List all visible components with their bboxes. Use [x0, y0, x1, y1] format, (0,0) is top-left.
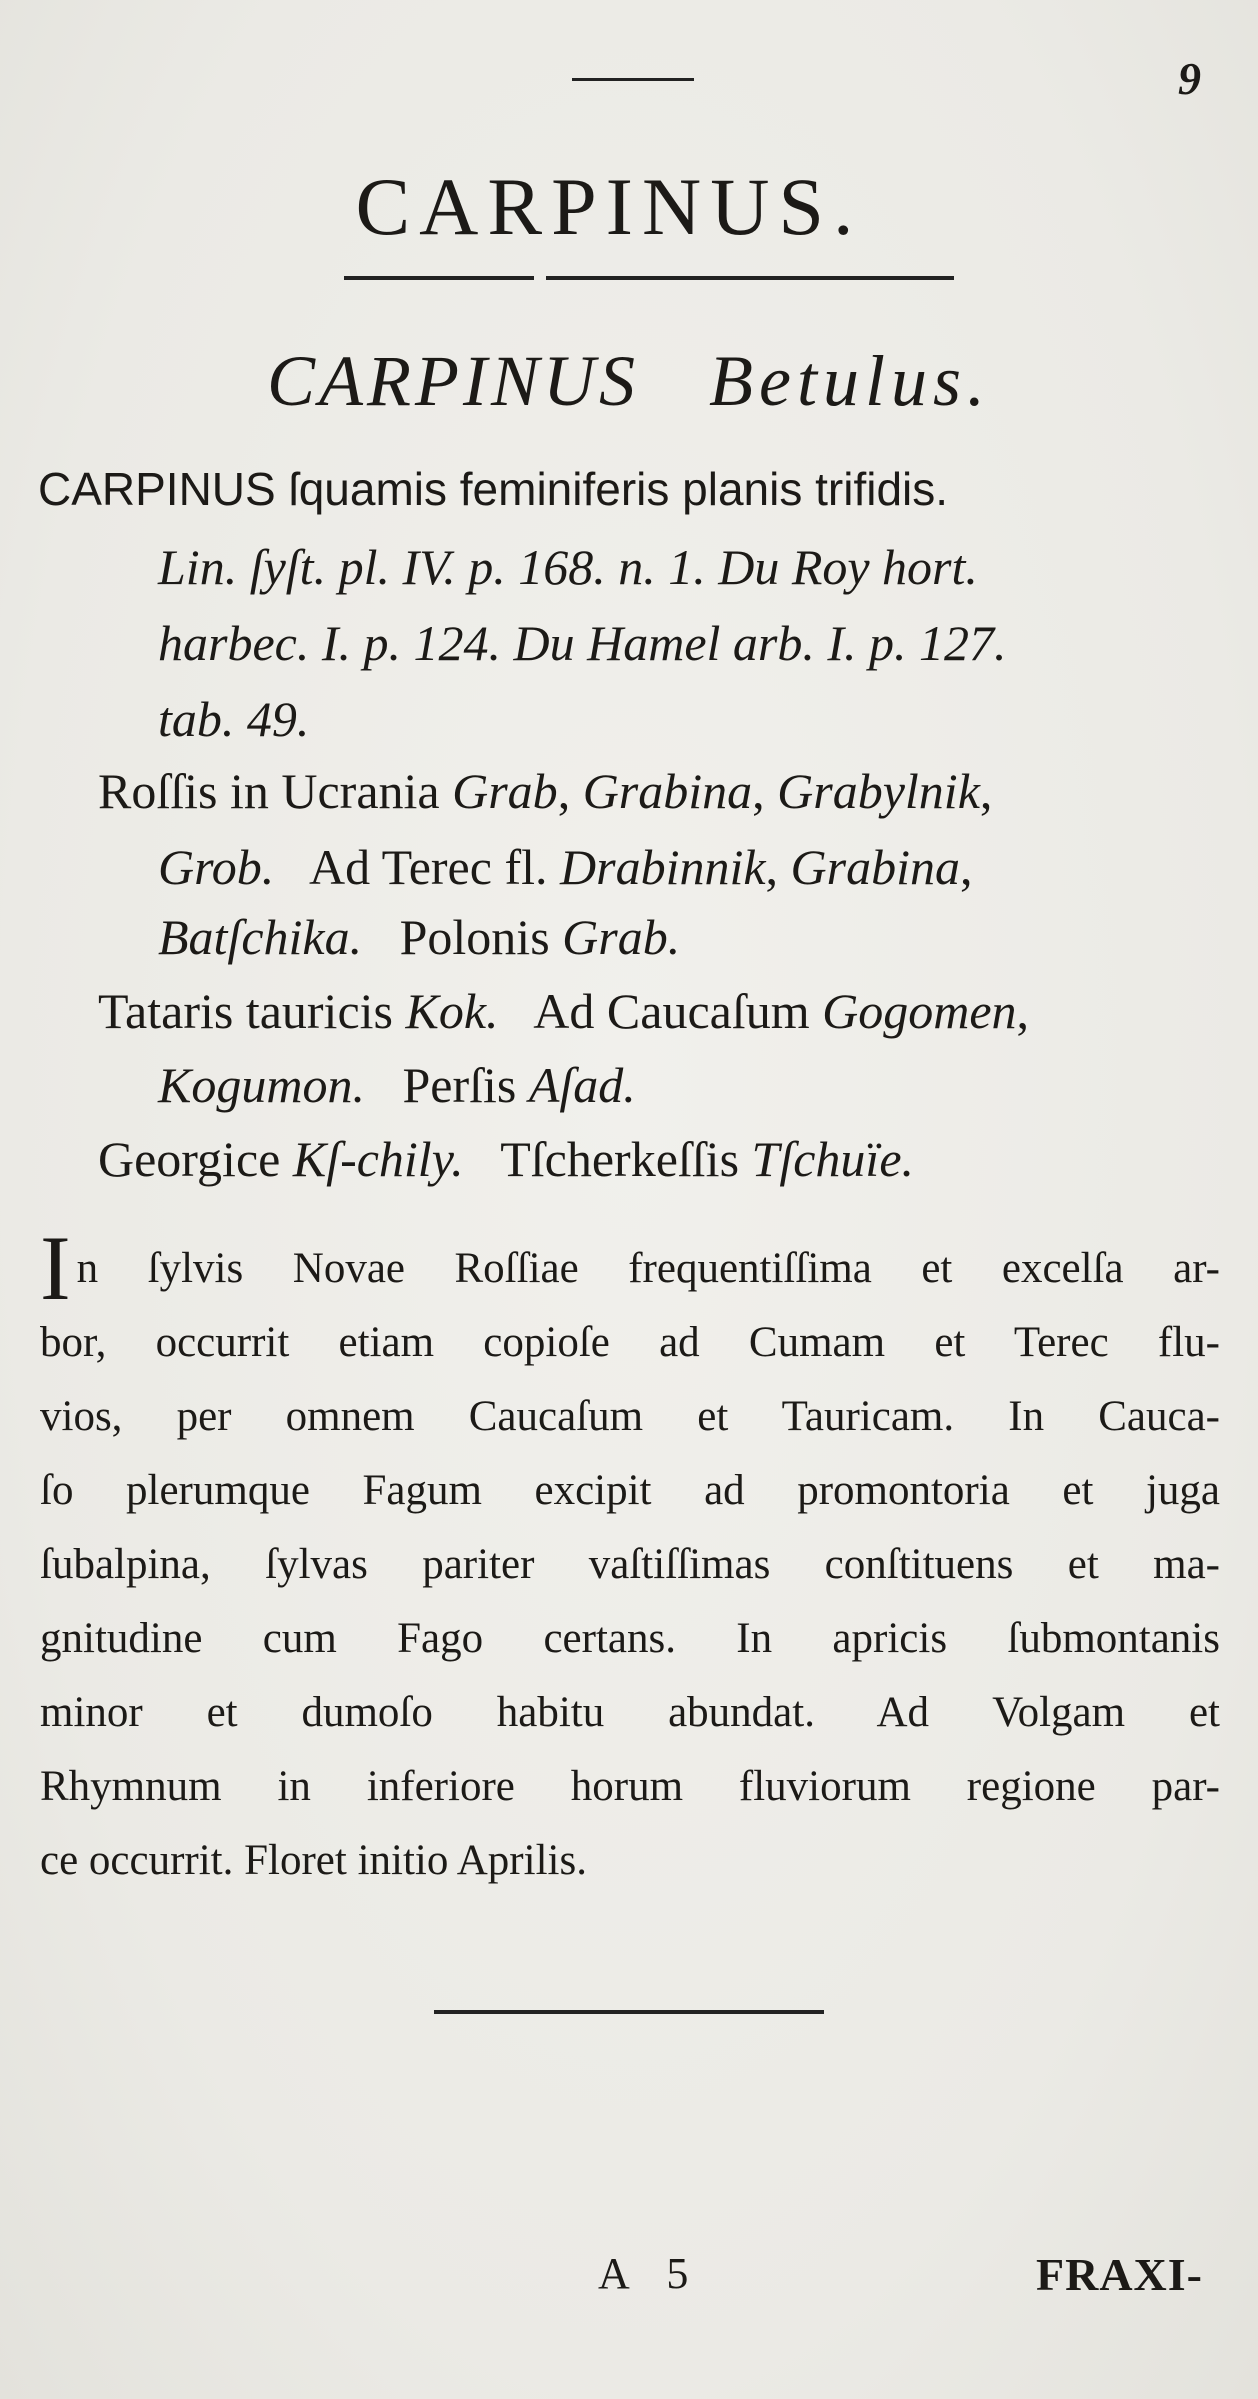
- vernacular-name: Grabina: [582, 763, 753, 819]
- body-paragraph: [40, 1217, 1220, 1898]
- vernacular-name: Grabina: [790, 839, 961, 895]
- vernacular-name: Kſ-chily.: [292, 1131, 464, 1187]
- section-end-rule: [434, 2010, 824, 2014]
- header-rule: [572, 78, 694, 81]
- body-line: minor et dumoſo habitu abundat. Ad Volgam et: [40, 1689, 1220, 1736]
- diagnosis-line: [38, 462, 948, 516]
- signature-mark: A 5: [598, 2249, 703, 2298]
- vernacular-line: [98, 1130, 914, 1188]
- name-text: ,: [979, 763, 993, 819]
- reference-text: Lin. ſyſt. pl. IV. p. 168. n. 1. Du Roy hort.: [158, 539, 978, 595]
- drop-cap: I: [40, 1217, 71, 1319]
- vernacular-name: Kogumon.: [158, 1057, 365, 1113]
- title-rule-right: [546, 276, 954, 280]
- name-text: ,: [765, 839, 791, 895]
- title-rule-left: [344, 276, 534, 280]
- vernacular-name: Grab.: [562, 909, 681, 965]
- reference-line: [158, 614, 1007, 672]
- name-text: Polonis: [362, 909, 563, 965]
- body-line: n ſylvis Novae Roſſiae frequentiſſima et excelſa ar-: [76, 1245, 1220, 1292]
- vernacular-line: [158, 1056, 636, 1114]
- vernacular-name: Gogomen: [822, 983, 1017, 1039]
- vernacular-name: Drabinnik: [560, 839, 766, 895]
- vernacular-name: Grabylnik: [777, 763, 980, 819]
- vernacular-name: Tſchuïe.: [751, 1131, 915, 1187]
- name-text: Tataris tauricis: [98, 983, 406, 1039]
- reference-line: [158, 538, 978, 596]
- page-title: CARPINUS.: [355, 161, 863, 252]
- body-line: ſo plerumque Fagum excipit ad promontoria et juga: [40, 1467, 1220, 1514]
- name-text: ,: [1016, 983, 1030, 1039]
- species-heading: [0, 340, 1258, 423]
- species-genus: CARPINUS: [267, 341, 639, 421]
- name-text: ,: [557, 763, 583, 819]
- vernacular-line: [158, 908, 680, 966]
- vernacular-name: Kok.: [405, 983, 499, 1039]
- name-text: ,: [752, 763, 778, 819]
- body-line: vios, per omnem Caucaſum et Tauricam. In Cauca-: [40, 1393, 1220, 1440]
- name-text: Ad Terec fl.: [274, 839, 560, 895]
- vernacular-name: Aſad.: [528, 1057, 636, 1113]
- name-text: Tſcherkeſſis: [463, 1131, 752, 1187]
- body-line: Rhymnum in inferiore horum fluviorum regione par-: [40, 1763, 1220, 1810]
- diagnosis-text: CARPINUS ſquamis feminiferis planis trifidis.: [38, 463, 949, 515]
- body-line: ſubalpina, ſylvas pariter vaſtiſſimas conſtituens et ma-: [40, 1541, 1220, 1588]
- vernacular-name: Grab: [452, 763, 558, 819]
- reference-text: harbec. I. p. 124. Du Hamel arb. I. p. 127.: [158, 615, 1007, 671]
- name-text: Georgice: [98, 1131, 293, 1187]
- vernacular-name: Batſchika.: [158, 909, 363, 965]
- body-line: gnitudine cum Fago certans. In apricis ſubmontanis: [40, 1615, 1220, 1662]
- catchword: FRAXI-: [1036, 2249, 1203, 2300]
- name-text: Perſis: [364, 1057, 529, 1113]
- vernacular-line: [98, 762, 992, 820]
- vernacular-line: [98, 982, 1029, 1040]
- body-line: ce occurrit. Floret initio Aprilis.: [40, 1837, 587, 1884]
- page-number: 9: [1178, 53, 1201, 104]
- name-text: Roſſis in Ucrania: [98, 763, 453, 819]
- name-text: ,: [960, 839, 973, 895]
- reference-line: [158, 690, 309, 748]
- reference-text: tab. 49.: [158, 691, 310, 747]
- body-line: bor, occurrit etiam copioſe ad Cumam et Terec flu-: [40, 1319, 1220, 1366]
- vernacular-line: [158, 838, 973, 896]
- name-text: Ad Caucaſum: [498, 983, 823, 1039]
- species-epithet: Betulus.: [709, 341, 991, 421]
- vernacular-name: Grob.: [158, 839, 275, 895]
